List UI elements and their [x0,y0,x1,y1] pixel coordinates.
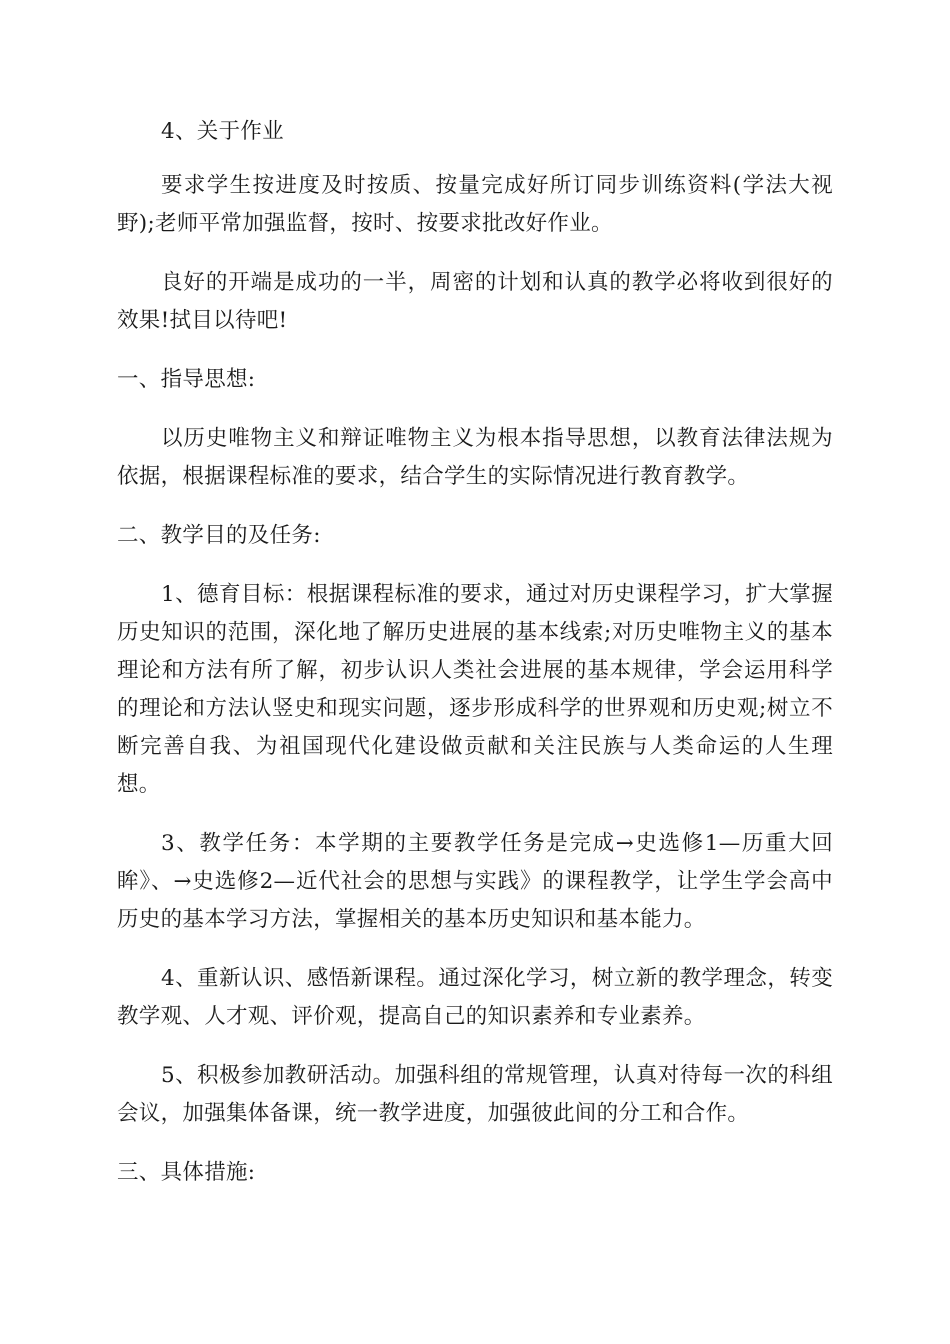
paragraph-conclusion: 良好的开端是成功的一半，周密的计划和认真的教学必将收到很好的效果!拭目以待吧! [117,270,833,333]
section-heading-guiding-thought: 一、指导思想: [117,367,256,392]
section-heading-goals: 二、教学目的及任务: [117,523,321,548]
paragraph-research-activities: 5、积极参加教研活动。加强科组的常规管理，认真对待每一次的科组会议，加强集体备课，统一教学进度，加强彼此间的分工和合作。 [117,1063,833,1126]
paragraph-moral-goal: 1、德育目标：根据课程标准的要求，通过对历史课程学习，扩大掌握历史知识的范围，深化地了解历史进展的基本线索;对历史唯物主义的基本理论和方法有所了解，初步认识人类社会进展的基本规律，学会运用科学的理论和方法认竖史和现实问题，逐步形成科学的世界观和历史观;树立不断完善自我、为祖国现代化建设做贡献和关注民族与人类命运的人生理想。 [117,582,833,797]
section-heading-measures: 三、具体措施: [117,1160,256,1185]
paragraph-homework-body: 要求学生按进度及时按质、按量完成好所订同步训练资料(学法大视野);老师平常加强监督，按时、按要求批改好作业。 [117,173,833,236]
document-page [117,113,833,1192]
paragraph-guiding-thought: 以历史唯物主义和辩证唯物主义为根本指导思想，以教育法律法规为依据，根据课程标准的要求，结合学生的实际情况进行教育教学。 [117,426,833,489]
paragraph-teaching-task: 3、教学任务：本学期的主要教学任务是完成→史选修1—历重大回眸》、→史选修2—近代社会的思想与实践》的课程教学，让学生学会高中历史的基本学习方法，掌握相关的基本历史知识和基本能力。 [117,831,833,932]
paragraph-homework-heading: 4、关于作业 [161,119,284,144]
paragraph-new-curriculum: 4、重新认识、感悟新课程。通过深化学习，树立新的教学理念，转变教学观、人才观、评价观，提高自己的知识素养和专业素养。 [117,966,833,1029]
